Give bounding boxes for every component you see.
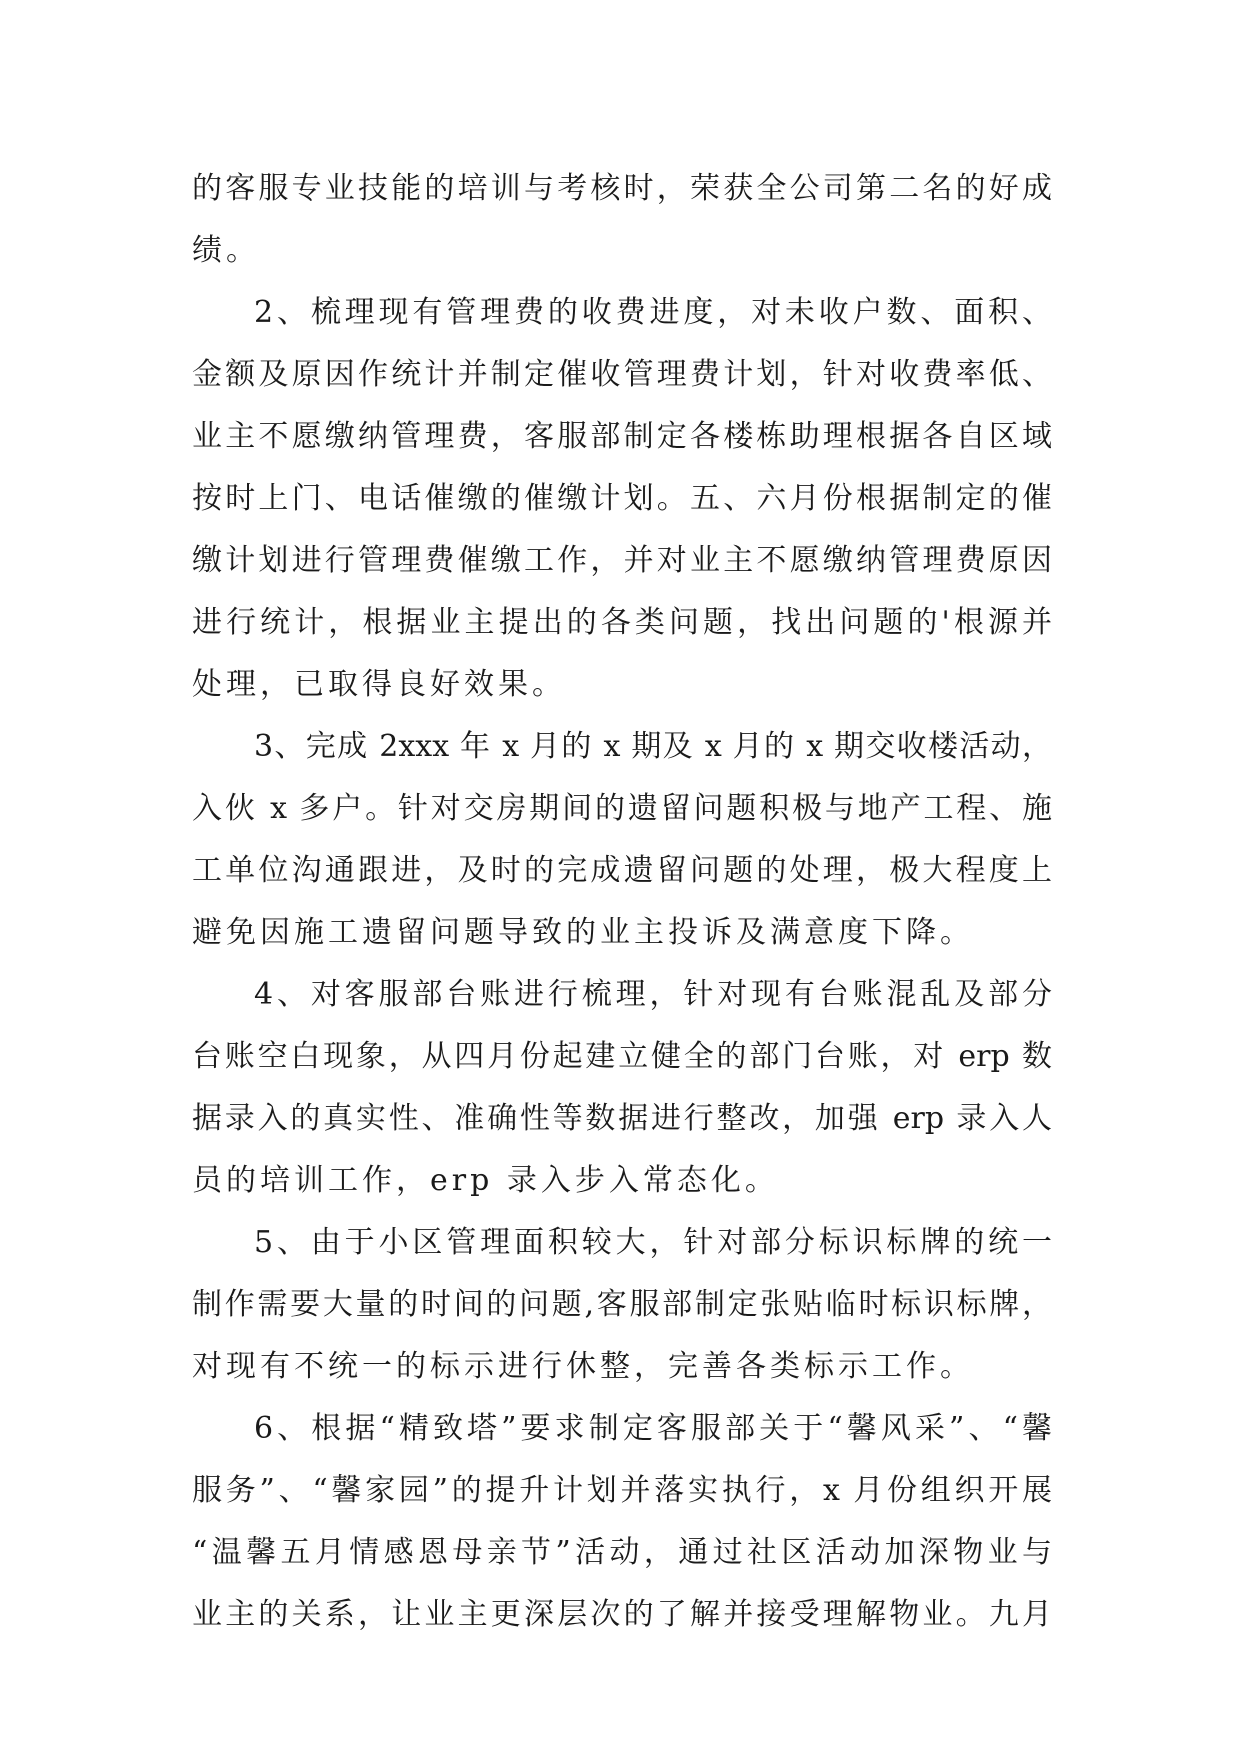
text-line: 据录入的真实性、准确性等数据进行整改，加强 erp 录入人 (192, 1101, 1052, 1136)
paragraph-6-start: 6、根据“精致塔”要求制定客服部关于“馨风采”、“馨 (254, 1411, 1052, 1446)
text-line: 服务”、“馨家园”的提升计划并落实执行，x 月份组织开展 (192, 1473, 1052, 1508)
paragraph-5-start: 5、由于小区管理面积较大，针对部分标识标牌的统一 (254, 1225, 1052, 1260)
paragraph-2-start: 2、梳理现有管理费的收费进度，对未收户数、面积、 (254, 295, 1052, 330)
text-line: 缴计划进行管理费催缴工作，并对业主不愿缴纳管理费原因 (192, 543, 1052, 578)
text-line: 对现有不统一的标示进行休整，完善各类标示工作。 (192, 1349, 974, 1384)
text-line: 处理，已取得良好效果。 (192, 667, 566, 702)
text-line: 业主不愿缴纳管理费，客服部制定各楼栋助理根据各自区域 (192, 419, 1052, 454)
text-line: 绩。 (192, 233, 260, 268)
text-line: 避免因施工遗留问题导致的业主投诉及满意度下降。 (192, 915, 974, 950)
text-line: 金额及原因作统计并制定催收管理费计划，针对收费率低、 (192, 357, 1052, 392)
text-line: 制作需要大量的时间的问题,客服部制定张贴临时标识标牌， (192, 1287, 1052, 1322)
text-line: 工单位沟通跟进，及时的完成遗留问题的处理，极大程度上 (192, 853, 1052, 888)
text-line: “温馨五月情感恩母亲节”活动，通过社区活动加深物业与 (192, 1535, 1052, 1570)
body-text (192, 158, 1052, 1646)
text-line: 进行统计，根据业主提出的各类问题，找出问题的'根源并 (192, 605, 1052, 640)
paragraph-3-start: 3、完成 2xxx 年 x 月的 x 期及 x 月的 x 期交收楼活动， (254, 729, 1052, 764)
text-line: 入伙 x 多户。针对交房期间的遗留问题积极与地产工程、施 (192, 791, 1052, 826)
text-line: 台账空白现象，从四月份起建立健全的部门台账，对 erp 数 (192, 1039, 1052, 1074)
text-line: 的客服专业技能的培训与考核时，荣获全公司第二名的好成 (192, 171, 1052, 206)
text-line: 按时上门、电话催缴的催缴计划。五、六月份根据制定的催 (192, 481, 1052, 516)
paragraph-4-start: 4、对客服部台账进行梳理，针对现有台账混乱及部分 (254, 977, 1052, 1012)
text-line: 业主的关系，让业主更深层次的了解并接受理解物业。九月 (192, 1597, 1052, 1632)
text-line: 员的培训工作，erp 录入步入常态化。 (192, 1163, 779, 1198)
